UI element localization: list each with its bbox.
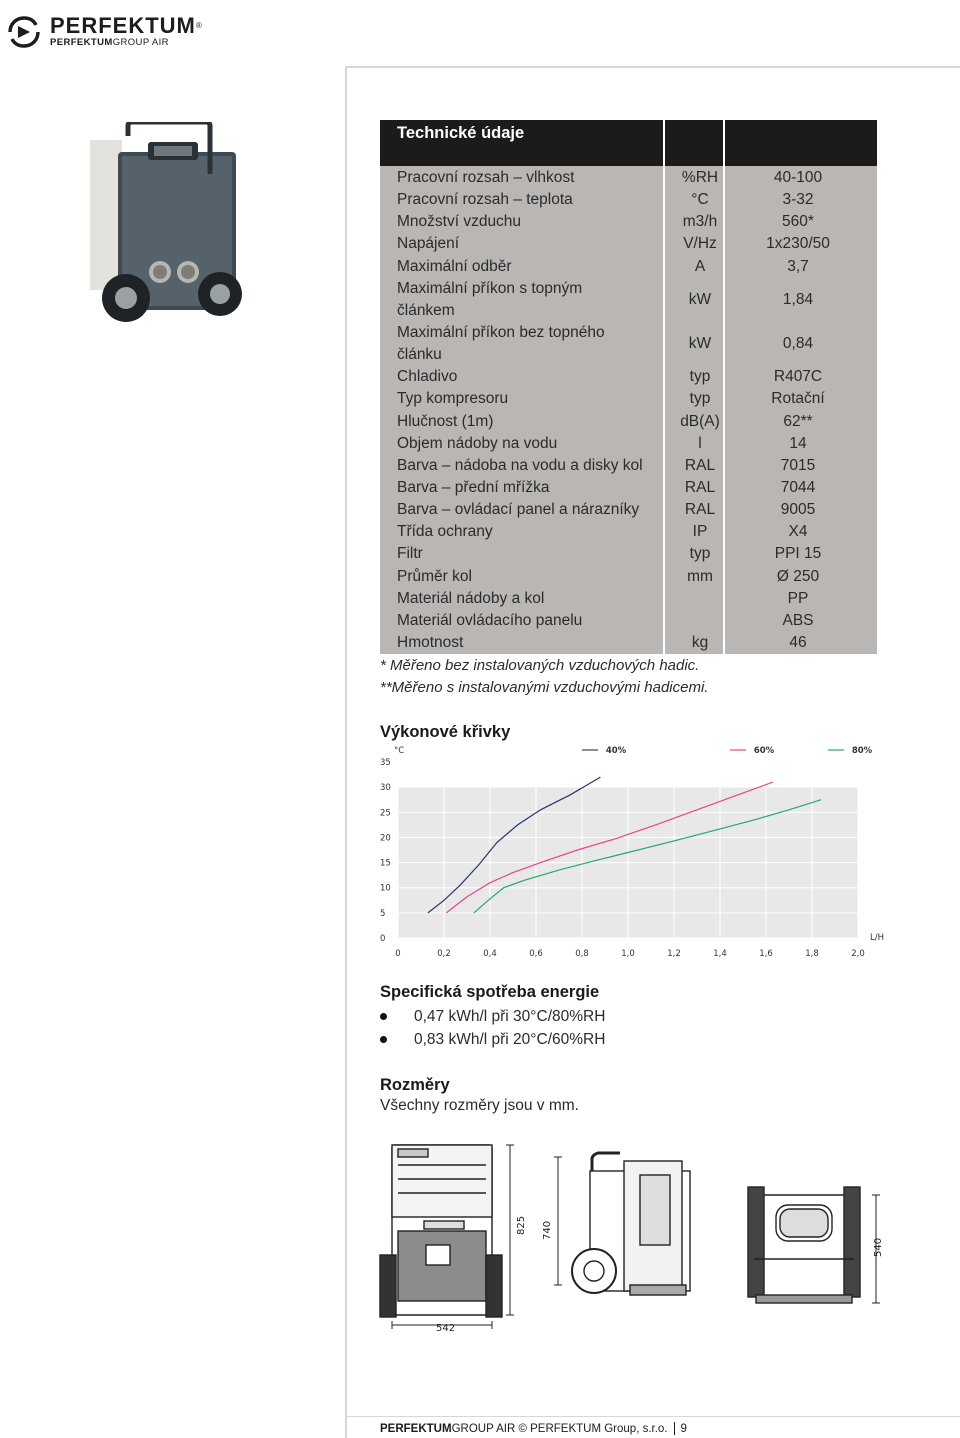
depth-label: 540 bbox=[873, 1237, 884, 1257]
x-tick-label: 0,4 bbox=[483, 949, 497, 959]
x-tick-label: 1,6 bbox=[759, 949, 773, 959]
row-unit: RAL bbox=[684, 501, 716, 519]
legend-label: 80% bbox=[851, 746, 873, 756]
table-row bbox=[380, 476, 877, 498]
perfektum-logo-icon bbox=[4, 12, 44, 52]
table-row bbox=[380, 520, 877, 542]
row-unit: typ bbox=[689, 545, 711, 563]
note-noise: **Měřeno s instalovanými vzduchovými hadicemi. bbox=[380, 679, 709, 696]
table-row bbox=[380, 232, 877, 254]
footer-divider bbox=[674, 1422, 675, 1435]
table-row bbox=[380, 609, 877, 631]
page-frame-vertical bbox=[345, 66, 347, 1438]
row-unit: kW bbox=[688, 335, 712, 352]
row-unit: RAL bbox=[684, 479, 716, 496]
row-unit: typ bbox=[689, 368, 711, 386]
table-row bbox=[380, 210, 877, 232]
page-footer bbox=[380, 1422, 687, 1435]
note-airflow: * Měřeno bez instalovaných vzduchových hadic. bbox=[380, 657, 700, 674]
row-value: 62** bbox=[783, 412, 813, 430]
legend-label: 60% bbox=[753, 746, 775, 756]
table-row bbox=[380, 166, 877, 188]
row-value: 1,84 bbox=[782, 290, 814, 308]
brand-subtitle: PERFEKTUMGROUP AIR bbox=[50, 37, 169, 48]
row-label: Barva – ovládací panel a nárazníky bbox=[397, 501, 640, 519]
row-unit: kW bbox=[688, 290, 712, 308]
table-row bbox=[380, 542, 877, 564]
x-tick-label: 1,4 bbox=[713, 949, 727, 959]
row-value: 560* bbox=[782, 213, 814, 231]
x-tick-label: 1,2 bbox=[667, 949, 681, 959]
list-item: 0,83 kWh/l při 20°C/60%RH bbox=[380, 1028, 605, 1051]
y-tick-label: 0 bbox=[380, 934, 386, 944]
spec-notes bbox=[380, 655, 708, 699]
row-label: Maximální příkon s topným článkem bbox=[397, 279, 583, 319]
energy-list bbox=[380, 1005, 605, 1051]
row-label: Materiál ovládacího panelu bbox=[397, 611, 583, 629]
dehumidifier-photo bbox=[88, 122, 248, 327]
x-axis-unit: L/H bbox=[870, 933, 884, 943]
y-tick-label: 25 bbox=[380, 808, 391, 819]
y-axis-unit: °C bbox=[394, 746, 405, 756]
list-item: 0,47 kWh/l při 30°C/80%RH bbox=[380, 1005, 605, 1028]
row-label: Typ kompresoru bbox=[397, 390, 509, 408]
table-row bbox=[380, 631, 877, 653]
row-label: Napájení bbox=[397, 235, 460, 253]
footer-brand: PERFEKTUM bbox=[380, 1422, 452, 1435]
row-unit: RAL bbox=[684, 456, 716, 474]
table-row bbox=[380, 410, 877, 432]
column-divider bbox=[663, 120, 665, 166]
performance-chart bbox=[376, 742, 891, 964]
page-frame-bottom bbox=[345, 1416, 960, 1417]
row-value: 7015 bbox=[780, 456, 816, 474]
front-view-drawing bbox=[380, 1145, 514, 1329]
row-unit: A bbox=[694, 257, 706, 275]
table-row bbox=[380, 365, 877, 387]
height-label: 825 bbox=[516, 1215, 527, 1235]
x-tick-label: 0,6 bbox=[529, 949, 543, 959]
row-value: 3-32 bbox=[782, 191, 814, 209]
row-label: Objem nádoby na vodu bbox=[397, 434, 558, 452]
row-label: Třída ochrany bbox=[397, 523, 493, 541]
row-label: Materiál nádoby a kol bbox=[397, 589, 545, 607]
row-value: Ø 250 bbox=[776, 567, 820, 585]
side-view-drawing bbox=[554, 1153, 690, 1295]
page-frame-horizontal bbox=[345, 66, 960, 68]
row-unit: l bbox=[698, 434, 702, 452]
row-value: 40-100 bbox=[773, 169, 823, 186]
table-row bbox=[380, 587, 877, 609]
table-row bbox=[380, 432, 877, 454]
row-value: X4 bbox=[788, 523, 808, 541]
y-tick-label: 35 bbox=[380, 758, 391, 768]
width-label: 542 bbox=[436, 1323, 456, 1334]
brand-logo bbox=[4, 10, 203, 54]
row-label: Množství vzduchu bbox=[397, 213, 522, 231]
x-tick-label: 0,8 bbox=[575, 949, 589, 959]
row-label: Průměr kol bbox=[397, 567, 472, 585]
dimensions-note: Všechny rozměry jsou v mm. bbox=[380, 1097, 579, 1114]
row-value: 9005 bbox=[780, 501, 816, 519]
y-tick-label: 15 bbox=[380, 858, 391, 869]
row-value: PP bbox=[787, 589, 809, 607]
x-tick-label: 1,0 bbox=[621, 949, 635, 959]
y-tick-label: 5 bbox=[380, 908, 386, 919]
y-tick-label: 10 bbox=[380, 883, 391, 894]
row-value: 7044 bbox=[780, 479, 816, 496]
spec-table-header bbox=[380, 120, 877, 166]
row-label: Chladivo bbox=[397, 368, 458, 386]
row-unit: °C bbox=[691, 191, 709, 209]
y-tick-label: 30 bbox=[380, 783, 391, 794]
table-row bbox=[380, 188, 877, 210]
row-label: Pracovní rozsah – teplota bbox=[397, 191, 573, 209]
column-divider bbox=[723, 120, 725, 166]
curves-title: Výkonové křivky bbox=[380, 723, 511, 741]
side-height-label: 740 bbox=[542, 1220, 553, 1240]
page-number: 9 bbox=[680, 1422, 687, 1435]
energy-title: Specifická spotřeba energie bbox=[380, 983, 600, 1001]
table-row bbox=[380, 565, 877, 587]
table-row bbox=[380, 255, 877, 277]
row-label: Barva – přední mřížka bbox=[397, 479, 550, 496]
x-tick-label: 0 bbox=[395, 949, 401, 959]
dimensions-title: Rozměry bbox=[380, 1076, 450, 1094]
table-row bbox=[380, 387, 877, 409]
row-label: Filtr bbox=[397, 545, 423, 563]
dimension-drawings bbox=[378, 1135, 898, 1335]
row-label: Maximální příkon bez topného článku bbox=[397, 324, 605, 363]
row-value: 14 bbox=[789, 434, 807, 452]
row-label: Hlučnost (1m) bbox=[397, 412, 494, 430]
row-unit: m3/h bbox=[682, 213, 718, 231]
row-value: ABS bbox=[782, 611, 814, 629]
row-value: PPI 15 bbox=[774, 545, 822, 563]
x-tick-label: 1,8 bbox=[805, 949, 819, 959]
row-value: R407C bbox=[773, 368, 823, 386]
row-value: Rotační bbox=[771, 390, 825, 408]
spec-table-title: Technické údaje bbox=[397, 124, 525, 142]
row-value: 0,84 bbox=[782, 335, 814, 352]
row-unit: %RH bbox=[681, 169, 719, 186]
table-row bbox=[380, 498, 877, 520]
row-label: Maximální odběr bbox=[397, 257, 512, 275]
table-row bbox=[380, 277, 877, 321]
table-row bbox=[380, 454, 877, 476]
row-value: 3,7 bbox=[787, 257, 809, 275]
row-value: 46 bbox=[789, 633, 807, 651]
top-view-drawing bbox=[748, 1187, 880, 1303]
row-label: Pracovní rozsah – vlhkost bbox=[397, 169, 575, 186]
row-unit: mm bbox=[687, 567, 713, 585]
spec-table bbox=[380, 166, 877, 654]
footer-text: GROUP AIR © PERFEKTUM Group, s.r.o. bbox=[451, 1422, 668, 1435]
row-unit: V/Hz bbox=[683, 235, 717, 253]
legend-label: 40% bbox=[605, 746, 627, 756]
x-tick-label: 2,0 bbox=[851, 949, 865, 959]
table-row bbox=[380, 321, 877, 365]
brand-name: PERFEKTUM® bbox=[50, 13, 203, 38]
row-unit: typ bbox=[689, 390, 711, 408]
row-unit: dB(A) bbox=[680, 412, 720, 430]
y-tick-label: 20 bbox=[380, 833, 391, 844]
row-value: 1x230/50 bbox=[766, 235, 830, 253]
row-label: Barva – nádoba na vodu a disky kol bbox=[397, 456, 643, 474]
row-label: Hmotnost bbox=[397, 633, 464, 651]
row-unit: kg bbox=[691, 633, 709, 651]
row-unit: IP bbox=[692, 523, 708, 541]
x-tick-label: 0,2 bbox=[437, 949, 451, 959]
